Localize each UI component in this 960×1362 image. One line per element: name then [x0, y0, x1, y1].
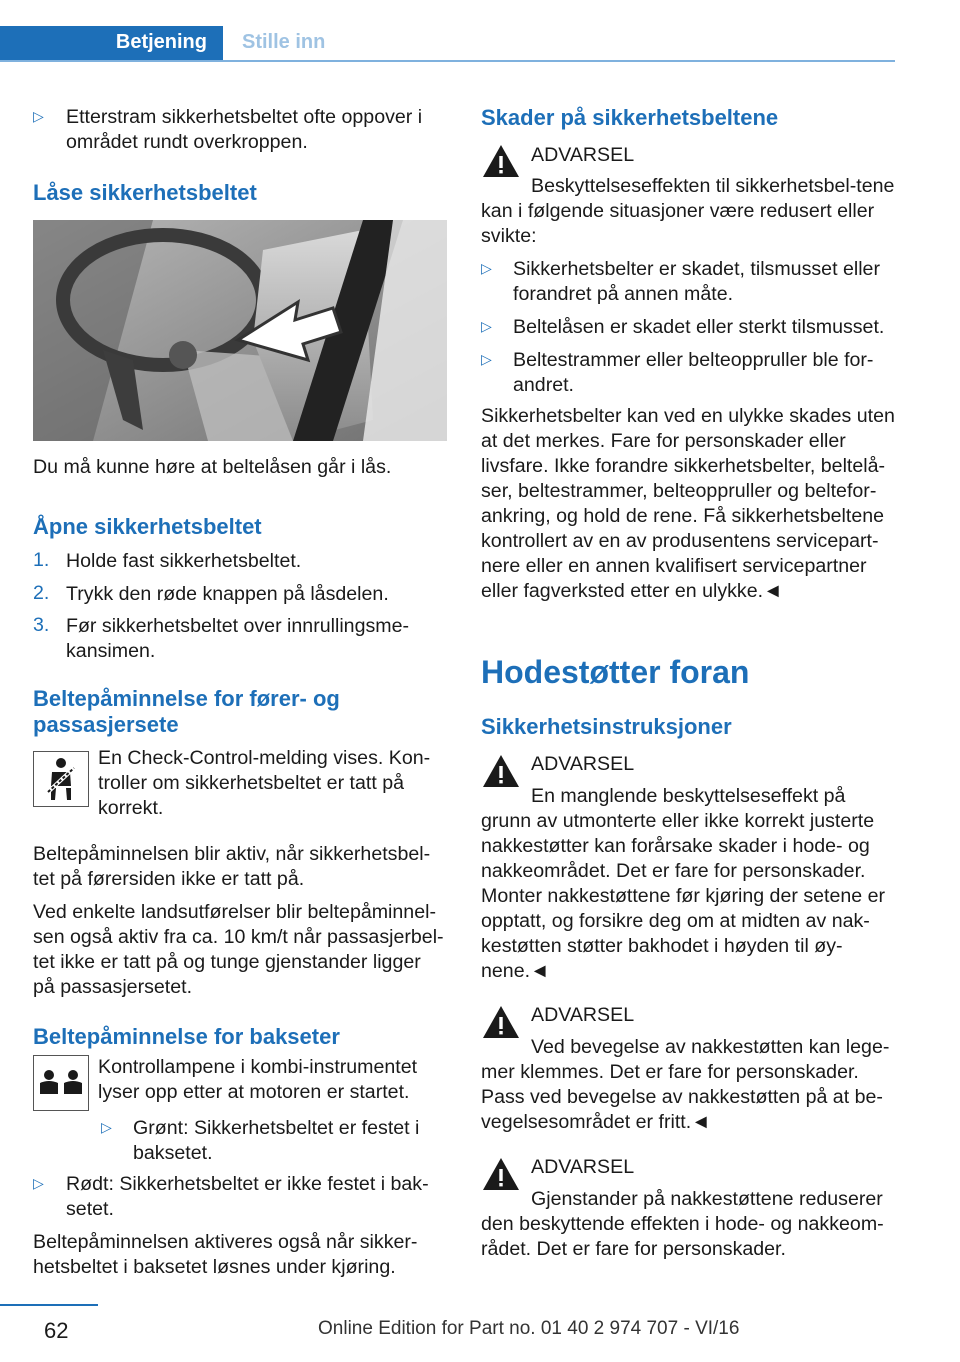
heading-belt-reminder-front: Beltepåminnelse for fører- og passasjersete [33, 686, 340, 737]
step-text: Trykk den røde knappen på låsdelen. [66, 583, 389, 605]
lock-text: Du må kunne høre at beltelåsen går i lås. [33, 456, 392, 478]
rear-icon-text: Kontrollampene i kombi-instrumentet lyser opp etter at motoren er startet. [98, 1056, 418, 1103]
heading-front-headrests: Hodestøtter foran [481, 654, 750, 690]
tab-betjening: Betjening [0, 26, 223, 62]
seat-belt-illustration [33, 220, 447, 441]
warning-1-bullet: Sikkerhetsbelter er skadet, tilsmusset eller forandret på annen måte. [513, 258, 880, 305]
footer-rule [0, 1304, 98, 1306]
rear-paragraph: Beltepåminnelsen aktiveres også når sikker-hetsbeltet i baksetet løsnes under kjøring. [33, 1231, 418, 1278]
bullet-triangle-icon: ▷ [33, 1175, 44, 1191]
warning-2-text: En manglende beskyttelseseffekt på grunn av utmonterte eller ikke korrekt justerte nakkestøtter kan forårsake skader i hode- og nakkeområdet. Det er fare for personskader. Monter nakkestøttene før kjøring der setene er opptatt, og forsikre deg om at midten av nak-kestøtten støtter bakhodet i høyden til øy-nene.◄ [481, 785, 886, 982]
warning-label: ADVARSEL [531, 1004, 635, 1026]
step-text: Holde fast sikkerhetsbeltet. [66, 550, 302, 572]
warning-label: ADVARSEL [531, 1156, 635, 1178]
bullet-triangle-icon: ▷ [33, 108, 44, 124]
bullet-text: Etterstram sikkerhetsbeltet ofte oppover i området rundt overkroppen. [66, 106, 423, 153]
seat-belt-photo [33, 220, 447, 441]
step-text: Før sikkerhetsbeltet over innrullingsme-kansimen. [66, 615, 410, 662]
heading-safety-instructions: Sikkerhetsinstruksjoner [481, 714, 732, 739]
bullet-triangle-icon: ▷ [481, 351, 492, 367]
warning-1-text: Beskyttelseseffekten til sikkerhetsbel-tene kan i følgende situasjoner være redusert eller svikte: [481, 175, 895, 247]
warning-3-text: Ved bevegelse av nakkestøtten kan lege-mer klemmes. Det er fare for personskader. Pass ved bevegelse av nakkestøtten på at be-vegelsesområdet er fritt.◄ [481, 1036, 890, 1133]
page-number: 62 [44, 1318, 69, 1343]
header-rule [0, 60, 895, 62]
driver-paragraph-2: Ved enkelte landsutførelser blir beltepåminnel-sen også aktiv fra ca. 10 km/t når passasjerbel-tet ikke er tatt på og tunge gjenstander ligger på passasjersetet. [33, 901, 444, 998]
heading-belt-reminder-rear: Beltepåminnelse for bakseter [33, 1024, 340, 1049]
driver-icon-text: En Check-Control-melding vises. Kon-troller om sikkerhetsbeltet er tatt på korrekt. [98, 747, 431, 819]
step-number: 3. [33, 614, 50, 636]
rear-seatbelt-icon [33, 1055, 89, 1111]
bullet-triangle-icon: ▷ [101, 1119, 112, 1135]
step-number: 2. [33, 582, 50, 604]
seatbelt-warning-icon [33, 751, 89, 807]
bullet-triangle-icon: ▷ [481, 260, 492, 276]
heading-open-belt: Åpne sikkerhetsbeltet [33, 514, 262, 539]
rear-bullet-red: Rødt: Sikkerhetsbeltet er ikke festet i bak-setet. [66, 1173, 429, 1220]
warning-4-text: Gjenstander på nakkestøttene reduserer den beskyttende effekten i hode- og nakkeom-rådet. Det er fare for personskader. [481, 1188, 884, 1260]
step-number: 1. [33, 549, 50, 571]
heading-lock-belt: Låse sikkerhetsbeltet [33, 180, 257, 205]
warning-1-bullet: Beltelåsen er skadet eller sterkt tilsmusset. [513, 316, 885, 338]
rear-bullet-green: Grønt: Sikkerhetsbeltet er festet i baksetet. [133, 1117, 420, 1164]
driver-paragraph-1: Beltepåminnelsen blir aktiv, når sikkerhetsbel-tet på førersiden ikke er tatt på. [33, 843, 431, 890]
bullet-triangle-icon: ▷ [481, 318, 492, 334]
warning-1-tail: Sikkerhetsbelter kan ved en ulykke skades uten at det merkes. Fare for personskader eller livsfare. Ikke forandre sikkerhetsbelter, beltelå-ser, beltestrammer, belteoppruller og beltefor-ankring, og hold de rene. Få sikkerhetsbeltene kontrollert av en av produsentens servicepart-nere eller en annen kvalifisert servicepartner eller fagverksted etter en ulykke.◄ [481, 405, 895, 602]
page-header: Betjening Stille inn [0, 0, 895, 62]
warning-label: ADVARSEL [531, 753, 635, 775]
warning-1-bullet: Beltestrammer eller belteoppruller ble for-andret. [513, 349, 874, 396]
warning-label: ADVARSEL [531, 144, 635, 166]
heading-belt-damage: Skader på sikkerhetsbeltene [481, 105, 779, 130]
edition-line: Online Edition for Part no. 01 40 2 974 707 - VI/16 [318, 1318, 740, 1339]
